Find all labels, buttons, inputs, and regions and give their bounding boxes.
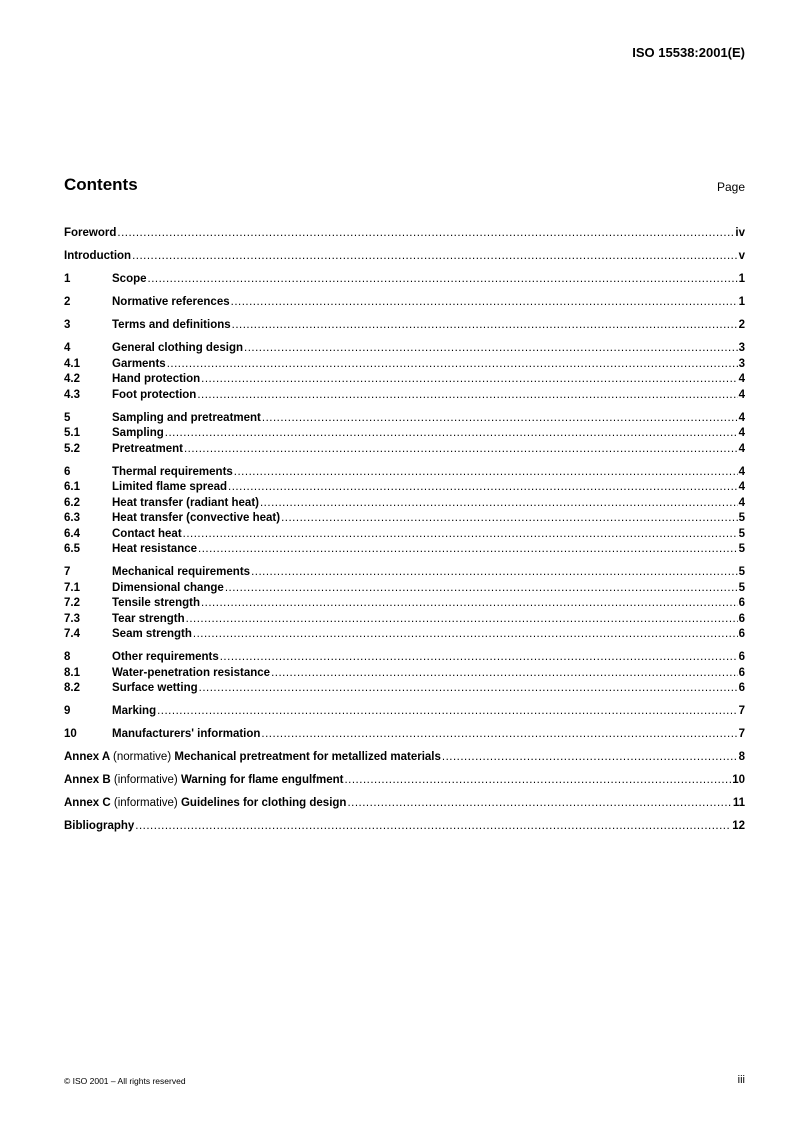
toc-entry-title: Tear strength [112, 612, 185, 625]
toc-entry[interactable] [64, 596, 745, 612]
dot-leader [281, 511, 738, 527]
toc-entry-title: Other requirements [112, 651, 219, 663]
dot-leader [157, 704, 738, 720]
toc-entry-page: 4 [738, 465, 745, 478]
annex-kind: (normative) [113, 751, 172, 763]
toc-entry-page: 3 [738, 342, 745, 354]
dot-leader [183, 527, 738, 543]
toc-entry-number: 2 [64, 296, 71, 308]
toc-entry[interactable] [64, 681, 745, 697]
toc-entry-title: Surface wetting [112, 682, 198, 694]
toc-entry-title: Tensile strength [112, 597, 200, 609]
dot-leader [198, 542, 738, 558]
annex-label: Annex B [64, 774, 111, 786]
toc-entry-page: 10 [732, 774, 745, 786]
toc-entry[interactable] [64, 465, 745, 481]
dot-leader [228, 480, 738, 496]
annex-title: Mechanical pretreatment for metallized materials [174, 751, 441, 763]
dot-leader [186, 612, 738, 628]
toc-entry-number: 5.2 [64, 442, 80, 455]
toc-entry-title: Mechanical requirements [112, 566, 251, 578]
toc-entry-number: 7.3 [64, 612, 80, 625]
toc-entry-number: 1 [64, 273, 71, 285]
toc-entry-page: 7 [738, 728, 745, 740]
toc-entry-number: 10 [64, 728, 77, 740]
dot-leader [271, 666, 738, 682]
toc-entry-page: 6 [738, 666, 745, 679]
toc-entry-title: Normative references [112, 296, 230, 308]
toc-entry-number: 7.1 [64, 581, 80, 594]
annex-heading [64, 750, 441, 766]
toc-entry-title: General clothing design [112, 342, 243, 354]
toc-entry-page: 5 [738, 543, 745, 555]
toc-entry-number: 6 [64, 465, 71, 478]
toc-entry-number: 5.1 [64, 427, 80, 439]
toc-entry[interactable] [64, 295, 745, 311]
toc-entry-page: 5 [738, 566, 745, 578]
dot-leader [232, 318, 738, 334]
toc-entry-number: 8.1 [64, 666, 80, 679]
toc-entry-title: Hand protection [112, 373, 201, 385]
toc-entry-page: 7 [738, 705, 745, 717]
toc-entry[interactable] [64, 727, 745, 743]
toc-entry-number: 7.4 [64, 628, 80, 640]
toc-entry-title: Terms and definitions [112, 319, 231, 331]
toc-entry-title: Heat resistance [112, 543, 198, 555]
toc-entry-page: v [738, 250, 745, 262]
toc-entry[interactable] [64, 411, 745, 427]
toc-entry-title: Limited flame spread [112, 481, 228, 493]
toc-bibliography-entry[interactable] [64, 819, 745, 835]
toc-entry-title: Seam strength [112, 628, 192, 640]
toc-entry-page: 4 [738, 373, 745, 385]
annex-kind: (informative) [113, 797, 178, 809]
toc-entry-title: Marking [112, 705, 157, 717]
dot-leader [199, 681, 738, 697]
toc-entry-page: 5 [738, 581, 745, 594]
toc-entry-title: Bibliography [64, 820, 135, 832]
toc-entry[interactable] [64, 272, 745, 288]
toc-entry-title: Thermal requirements [112, 465, 233, 478]
dot-leader [261, 727, 737, 743]
dot-leader [442, 750, 738, 766]
toc-entry[interactable] [64, 650, 745, 666]
toc-entry-title: Scope [112, 273, 147, 285]
toc-entry-page: 6 [738, 612, 745, 625]
toc-entry[interactable] [64, 704, 745, 720]
dot-leader [184, 442, 738, 458]
dot-leader [225, 581, 738, 597]
document-id: ISO 15538:2001(E) [632, 45, 745, 60]
toc-entry-page: 4 [738, 496, 745, 509]
toc-entry-title: Heat transfer (convective heat) [112, 512, 281, 524]
dot-leader [201, 596, 738, 612]
page-number: iii [737, 1074, 745, 1086]
toc-entry-title: Pretreatment [112, 442, 183, 455]
toc-entry-number: 4.2 [64, 373, 80, 385]
toc-entry[interactable] [64, 565, 745, 581]
dot-leader [234, 465, 738, 481]
toc-entry-number: 6.2 [64, 496, 80, 509]
annex-label: Annex A [64, 751, 110, 763]
toc-entry-number: 3 [64, 319, 71, 331]
toc-entry-page: 12 [732, 820, 745, 832]
toc-entry[interactable] [64, 511, 745, 527]
copyright-notice: © ISO 2001 – All rights reserved [64, 1076, 186, 1086]
toc-entry[interactable] [64, 666, 745, 682]
toc-entry[interactable] [64, 442, 745, 458]
page-column-label: Page [716, 180, 745, 194]
toc-entry[interactable] [64, 627, 745, 643]
toc-entry-page: 8 [738, 751, 745, 763]
toc-entry-number: 4.1 [64, 357, 80, 370]
toc-entry-page: 5 [738, 527, 745, 540]
dot-leader [165, 426, 738, 442]
toc-entry-page: 6 [738, 682, 745, 694]
dot-leader [197, 388, 737, 404]
toc-entry-number: 7 [64, 566, 71, 578]
toc-entry-page: 6 [738, 628, 745, 640]
toc-entry-title: Introduction [64, 250, 132, 262]
toc-entry-page: 1 [738, 273, 745, 285]
toc-entry-number: 4 [64, 342, 71, 354]
toc-entry[interactable] [64, 542, 745, 558]
toc-entry-number: 6.5 [64, 543, 80, 555]
dot-leader [167, 357, 738, 373]
toc-annex-entry[interactable] [64, 773, 745, 789]
toc-entry[interactable] [64, 318, 745, 334]
toc-entry[interactable] [64, 426, 745, 442]
table-of-contents [64, 226, 745, 835]
toc-entry-title: Garments [112, 357, 166, 370]
dot-leader [344, 773, 731, 789]
dot-leader [244, 341, 738, 357]
toc-entry-page: 3 [738, 357, 745, 370]
toc-entry[interactable] [64, 226, 745, 242]
toc-entry-number: 5 [64, 411, 71, 424]
toc-annex-entry[interactable] [64, 750, 745, 766]
toc-entry-page: 5 [738, 512, 745, 524]
toc-entry[interactable] [64, 357, 745, 373]
toc-entry[interactable] [64, 388, 745, 404]
toc-entry[interactable] [64, 496, 745, 512]
toc-entry-page: 2 [738, 319, 745, 331]
toc-annex-entry[interactable] [64, 796, 745, 812]
annex-title: Guidelines for clothing design [180, 797, 347, 809]
toc-entry-number: 9 [64, 705, 71, 717]
toc-entry-number: 7.2 [64, 597, 80, 609]
dot-leader [117, 226, 734, 242]
toc-entry-title: Water-penetration resistance [112, 666, 271, 679]
toc-entry-page: 6 [738, 597, 745, 609]
annex-heading [64, 796, 346, 812]
toc-entry[interactable] [64, 612, 745, 628]
toc-entry-number: 4.3 [64, 388, 80, 401]
annex-label: Annex C [64, 797, 111, 809]
dot-leader [231, 295, 738, 311]
dot-leader [220, 650, 738, 666]
toc-entry-page: iv [735, 227, 745, 239]
toc-entry-page: 1 [738, 296, 745, 308]
toc-entry-page: 4 [738, 427, 745, 439]
dot-leader [251, 565, 738, 581]
toc-entry-number: 8 [64, 651, 71, 663]
toc-entry-title: Foreword [64, 227, 117, 239]
annex-title: Warning for flame engulfment [180, 774, 344, 786]
page-title: Contents [64, 175, 138, 194]
toc-entry-title: Sampling [112, 427, 164, 439]
dot-leader [135, 819, 731, 835]
toc-entry-title: Foot protection [112, 388, 197, 401]
toc-entry-title: Sampling and pretreatment [112, 411, 261, 424]
toc-entry-page: 11 [732, 797, 745, 809]
annex-kind: (informative) [113, 774, 178, 786]
toc-entry-number: 6.4 [64, 527, 80, 540]
toc-entry-page: 4 [738, 411, 745, 424]
dot-leader [260, 496, 738, 512]
toc-entry-number: 6.3 [64, 512, 80, 524]
toc-entry[interactable] [64, 341, 745, 357]
toc-entry-number: 8.2 [64, 682, 80, 694]
dot-leader [201, 372, 737, 388]
toc-entry-page: 4 [738, 481, 745, 493]
dot-leader [148, 272, 738, 288]
toc-entry[interactable] [64, 527, 745, 543]
toc-entry-page: 4 [738, 388, 745, 401]
annex-heading [64, 773, 343, 789]
toc-entry-title: Contact heat [112, 527, 182, 540]
toc-entry[interactable] [64, 249, 745, 265]
toc-entry-title: Dimensional change [112, 581, 224, 594]
dot-leader [262, 411, 738, 427]
toc-entry-title: Manufacturers' information [112, 728, 261, 740]
toc-entry[interactable] [64, 372, 745, 388]
toc-entry-page: 6 [738, 651, 745, 663]
toc-entry-title: Heat transfer (radiant heat) [112, 496, 259, 509]
toc-entry[interactable] [64, 480, 745, 496]
dot-leader [132, 249, 738, 265]
dot-leader [193, 627, 738, 643]
dot-leader [347, 796, 731, 812]
toc-entry[interactable] [64, 581, 745, 597]
toc-entry-page: 4 [738, 442, 745, 455]
toc-entry-number: 6.1 [64, 481, 80, 493]
